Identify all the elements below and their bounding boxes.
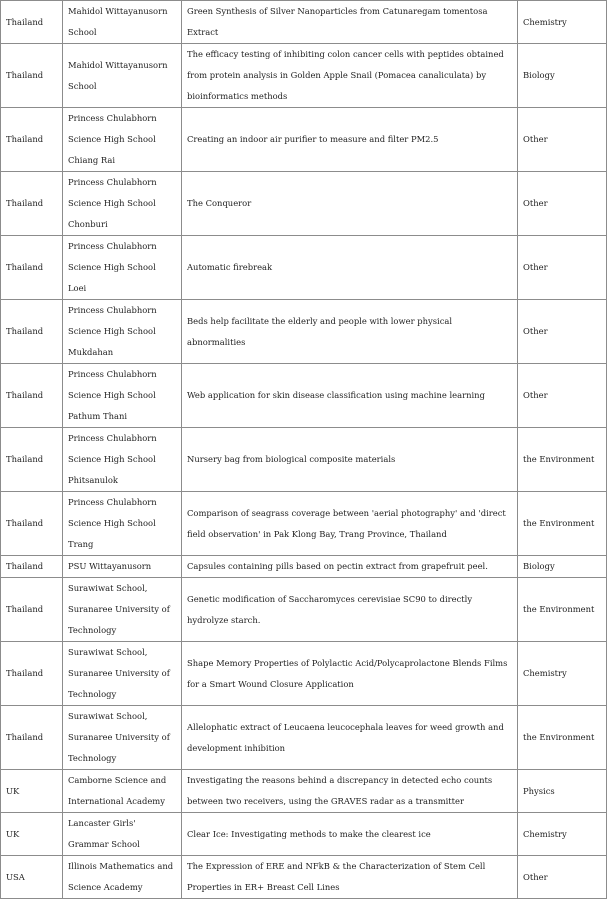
project-title-cell: Creating an indoor air purifier to measure and filter PM2.5 [182,108,518,172]
school-cell: Princess Chulabhorn Science High School Pathum Thani [63,364,182,428]
country-cell: Thailand [1,556,63,578]
category-cell: Chemistry [518,813,607,856]
category-cell: Biology [518,556,607,578]
table-row [1,300,607,364]
country-cell: Thailand [1,236,63,300]
category-cell: Physics [518,770,607,813]
table-row [1,578,607,642]
table-row [1,236,607,300]
category-cell: Other [518,300,607,364]
country-cell: Thailand [1,428,63,492]
projects-table-body [1,1,607,899]
country-cell: UK [1,813,63,856]
table-row [1,172,607,236]
category-cell: Biology [518,44,607,108]
table-row [1,706,607,770]
country-cell: Thailand [1,108,63,172]
project-title-cell: Capsules containing pills based on pectin extract from grapefruit peel. [182,556,518,578]
category-cell: Chemistry [518,1,607,44]
school-cell: PSU Wittayanusorn [63,556,182,578]
country-cell: Thailand [1,578,63,642]
category-cell: Other [518,172,607,236]
project-title-cell: Beds help facilitate the elderly and people with lower physical abnormalities [182,300,518,364]
project-title-cell: Allelophatic extract of Leucaena leucocephala leaves for weed growth and development inhibition [182,706,518,770]
table-row [1,428,607,492]
country-cell: Thailand [1,1,63,44]
school-cell: Princess Chulabhorn Science High School Chonburi [63,172,182,236]
country-cell: Thailand [1,300,63,364]
table-row [1,642,607,706]
project-title-cell: The Expression of ERE and NFkB & the Characterization of Stem Cell Properties in ER+ Breast Cell Lines [182,856,518,899]
country-cell: Thailand [1,172,63,236]
school-cell: Lancaster Girls' Grammar School [63,813,182,856]
school-cell: Princess Chulabhorn Science High School Mukdahan [63,300,182,364]
category-cell: Other [518,236,607,300]
project-title-cell: Green Synthesis of Silver Nanoparticles from Catunaregam tomentosa Extract [182,1,518,44]
category-cell: Chemistry [518,642,607,706]
project-title-cell: Shape Memory Properties of Polylactic Acid/Polycaprolactone Blends Films for a Smart Wound Closure Application [182,642,518,706]
table-row [1,1,607,44]
project-title-cell: Automatic firebreak [182,236,518,300]
table-row [1,108,607,172]
table-row [1,770,607,813]
country-cell: Thailand [1,492,63,556]
project-title-cell: Genetic modification of Saccharomyces cerevisiae SC90 to directly hydrolyze starch. [182,578,518,642]
school-cell: Surawiwat School, Suranaree University of Technology [63,642,182,706]
country-cell: Thailand [1,642,63,706]
category-cell: the Environment [518,706,607,770]
school-cell: Mahidol Wittayanusorn School [63,44,182,108]
project-title-cell: Clear Ice: Investigating methods to make the clearest ice [182,813,518,856]
country-cell: Thailand [1,364,63,428]
school-cell: Princess Chulabhorn Science High School Chiang Rai [63,108,182,172]
table-row [1,856,607,899]
category-cell: the Environment [518,578,607,642]
category-cell: the Environment [518,492,607,556]
country-cell: UK [1,770,63,813]
school-cell: Princess Chulabhorn Science High School Loei [63,236,182,300]
project-title-cell: Nursery bag from biological composite materials [182,428,518,492]
table-row [1,556,607,578]
category-cell: Other [518,856,607,899]
category-cell: the Environment [518,428,607,492]
project-title-cell: Web application for skin disease classification using machine learning [182,364,518,428]
table-row [1,44,607,108]
school-cell: Princess Chulabhorn Science High School Phitsanulok [63,428,182,492]
school-cell: Camborne Science and International Academy [63,770,182,813]
school-cell: Mahidol Wittayanusorn School [63,1,182,44]
table-row [1,813,607,856]
school-cell: Surawiwat School, Suranaree University of Technology [63,578,182,642]
project-title-cell: Investigating the reasons behind a discrepancy in detected echo counts between two receivers, using the GRAVES radar as a transmitter [182,770,518,813]
country-cell: Thailand [1,706,63,770]
project-title-cell: Comparison of seagrass coverage between 'aerial photography' and 'direct field observation' in Pak Klong Bay, Trang Province, Thailand [182,492,518,556]
category-cell: Other [518,108,607,172]
country-cell: USA [1,856,63,899]
school-cell: Surawiwat School, Suranaree University of Technology [63,706,182,770]
school-cell: Princess Chulabhorn Science High School Trang [63,492,182,556]
table-row [1,492,607,556]
country-cell: Thailand [1,44,63,108]
project-title-cell: The Conqueror [182,172,518,236]
school-cell: Illinois Mathematics and Science Academy [63,856,182,899]
table-row [1,364,607,428]
project-title-cell: The efficacy testing of inhibiting colon cancer cells with peptides obtained from protein analysis in Golden Apple Snail (Pomacea canaliculata) by bioinformatics methods [182,44,518,108]
category-cell: Other [518,364,607,428]
